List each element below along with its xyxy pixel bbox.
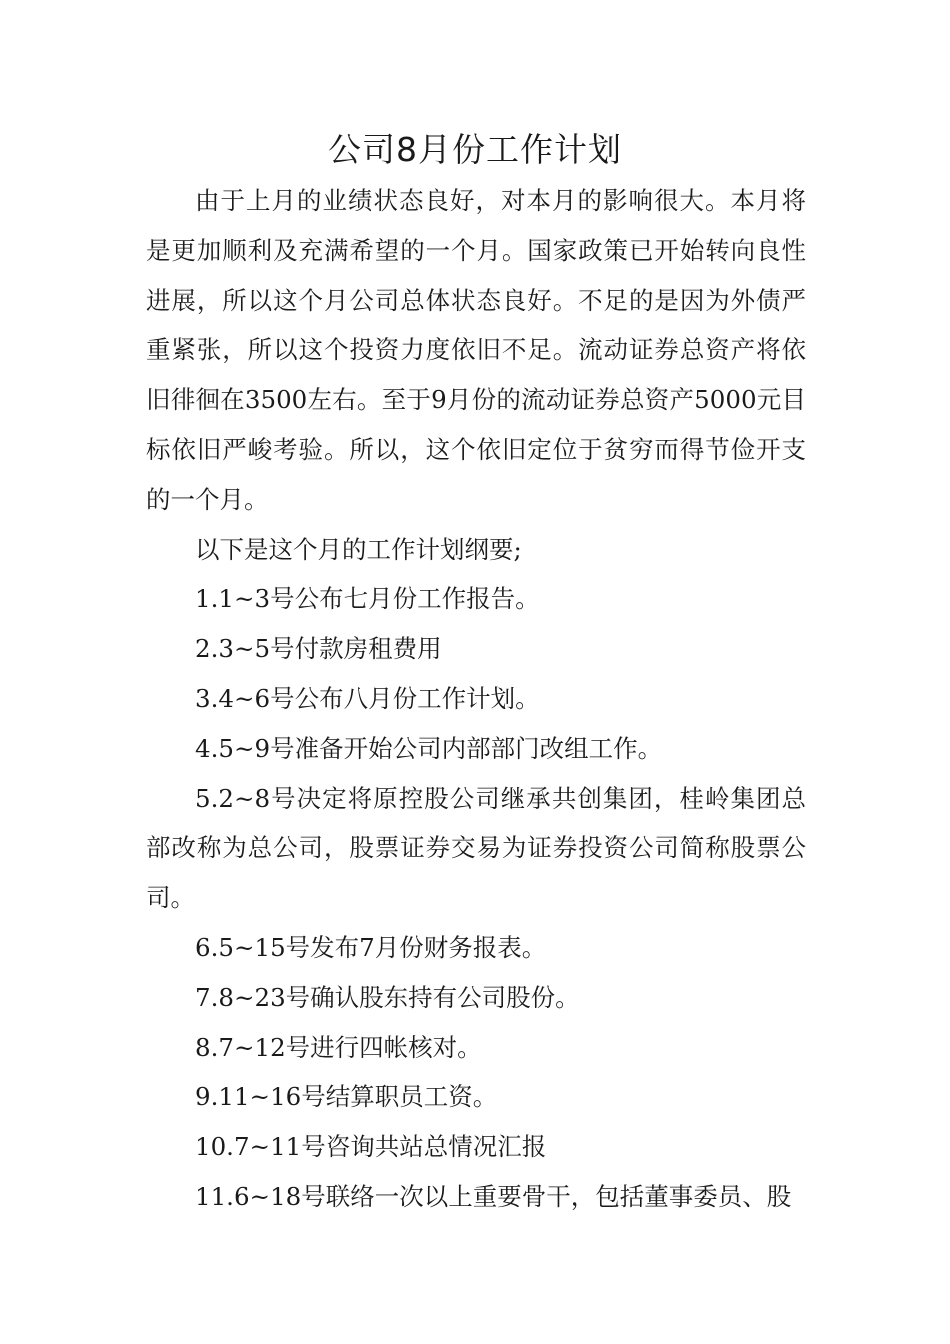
document-title: 公司8月份工作计划 bbox=[328, 130, 622, 169]
plan-item-1: 1.1~3号公布七月份工作报告。 bbox=[195, 584, 540, 614]
plan-item-3: 3.4~6号公布八月份工作计划。 bbox=[195, 683, 540, 713]
plan-item-5: 5.2~8号决定将原控股公司继承共创集团，桂岭集团总部改称为总公司，股票证券交易为证券投资公司简称股票公司。 bbox=[146, 783, 806, 913]
plan-item-8: 8.7~12号进行四帐核对。 bbox=[195, 1032, 482, 1062]
plan-item-10: 10.7~11号咨询共站总情况汇报 bbox=[195, 1132, 547, 1162]
outline-heading: 以下是这个月的工作计划纲要; bbox=[195, 534, 522, 564]
plan-item-7: 7.8~23号确认股东持有公司股份。 bbox=[195, 982, 580, 1012]
plan-item-11: 11.6~18号联络一次以上重要骨干，包括董事委员、股 bbox=[195, 1181, 792, 1211]
plan-item-9: 9.11~16号结算职员工资。 bbox=[195, 1082, 498, 1112]
plan-item-6: 6.5~15号发布7月份财务报表。 bbox=[195, 932, 547, 962]
plan-item-4: 4.5~9号准备开始公司内部部门改组工作。 bbox=[195, 733, 663, 763]
plan-item-2: 2.3~5号付款房租费用 bbox=[195, 634, 442, 664]
intro-paragraph: 由于上月的业绩状态良好，对本月的影响很大。本月将是更加顺利及充满希望的一个月。国家政策已开始转向良性进展，所以这个月公司总体状态良好。不足的是因为外债严重紧张，所以这个投资力度依旧不足。流动证券总资产将依旧徘徊在3500左右。至于9月份的流动证券总资产5000元目标依旧严峻考验。所以，这个依旧定位于贫穷而得节俭开支的一个月。 bbox=[146, 186, 806, 514]
document-body bbox=[146, 176, 806, 1222]
